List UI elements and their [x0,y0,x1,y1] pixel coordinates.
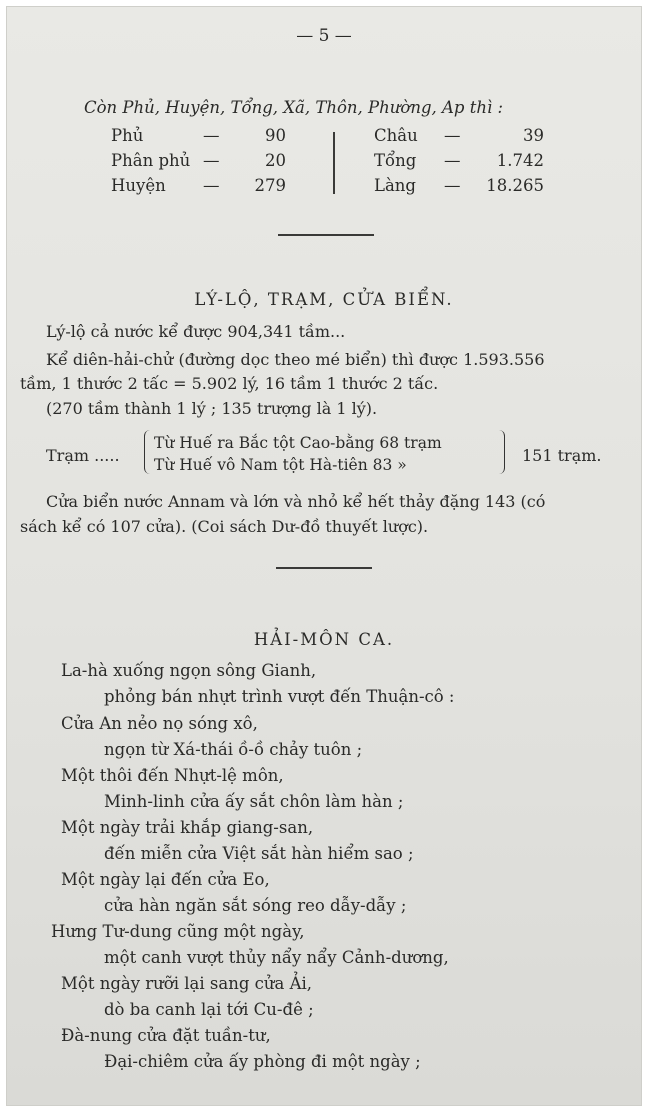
poem-line: cửa hàn ngăn sắt sóng reo dẫy-dẫy ; [104,896,407,915]
stat-dash: — [203,126,220,145]
stat-value: 1.742 [496,151,544,170]
stat-row [374,151,544,176]
tram-route: Từ Huế vô Nam tột Hà-tiên 83 » [154,456,407,474]
book-page [6,6,642,1106]
poem-line: một canh vượt thủy nẩy nẩy Cảnh-dương, [104,948,449,967]
right-brace [498,430,505,474]
section-divider [276,567,372,569]
stats-intro: Còn Phủ, Huyện, Tổng, Xã, Thôn, Phường, Ap thì : [84,98,504,117]
poem-line: Một thôi đến Nhựt-lệ môn, [61,766,284,785]
poem-line: ngọn từ Xá-thái ồ-ồ chảy tuôn ; [104,740,363,759]
stat-row [111,126,286,151]
poem-line: Hưng Tư-dung cũng một ngày, [51,922,305,941]
poem-line: Một ngày trải khắp giang-san, [61,818,314,837]
stat-value: 18.265 [486,176,544,195]
stats-column-divider [333,132,335,194]
section-divider [278,234,374,236]
stat-value: 39 [523,126,544,145]
tram-label: Trạm ..... [46,446,120,465]
left-brace [144,430,151,474]
stats-right-column [374,126,544,201]
stat-row [111,151,286,176]
poem-line: đến miễn cửa Việt sắt hàn hiểm sao ; [104,844,414,863]
stat-name: Làng [374,176,416,195]
poem-line: Một ngày rưỡi lại sang cửa Ải, [61,974,313,993]
tram-total: 151 trạm. [522,446,602,465]
stat-row [374,176,544,201]
body-line: tầm, 1 thước 2 tấc = 5.902 lý, 16 tầm 1 thước 2 tấc. [20,374,439,393]
body-line: sách kể có 107 cửa). (Coi sách Dư-đồ thuyết lược). [20,517,429,536]
stat-value: 279 [254,176,286,195]
stat-row [111,176,286,201]
body-line: Cửa biển nước Annam và lớn và nhỏ kể hết thảy đặng 143 (có [46,492,546,511]
stat-name: Phân phủ [111,151,191,170]
stat-row [374,126,544,151]
body-line: Lý-lộ cả nước kể được 904,341 tầm... [46,322,346,341]
poem-line: Cửa An nẻo nọ sóng xô, [61,714,258,733]
stats-left-column [111,126,286,201]
poem-line: Một ngày lại đến cửa Eo, [61,870,270,889]
section-title: LÝ-LỘ, TRẠM, CỬA BIỂN. [194,290,454,309]
stat-name: Tổng [374,151,417,170]
stat-dash: — [444,126,461,145]
body-line: Kể diên-hải-chử (đường dọc theo mé biển) thì được 1.593.556 [46,350,545,369]
stat-dash: — [444,176,461,195]
stat-dash: — [203,151,220,170]
stat-value: 90 [265,126,286,145]
poem-line: Đại-chiêm cửa ấy phòng đi một ngày ; [104,1052,421,1071]
stat-dash: — [444,151,461,170]
stat-value: 20 [265,151,286,170]
body-line: (270 tầm thành 1 lý ; 135 trượng là 1 lý). [46,399,378,418]
poem-line: Đà-nung cửa đặt tuần-tư, [61,1026,271,1045]
page-number: — 5 — [296,26,352,46]
poem-line: dò ba canh lại tới Cu-đê ; [104,1000,314,1019]
stat-name: Phủ [111,126,144,145]
tram-routes [154,432,442,476]
poem-line: La-hà xuống ngọn sông Gianh, [61,661,317,680]
stat-name: Châu [374,126,418,145]
stat-dash: — [203,176,220,195]
poem-line: phỏng bán nhựt trình vượt đến Thuận-cô : [104,687,455,706]
tram-route: Từ Huế ra Bắc tột Cao-bằng 68 trạm [154,434,442,452]
section-title: HẢI-MÔN CA. [253,630,395,649]
stat-name: Huyện [111,176,166,195]
poem-line: Minh-linh cửa ấy sắt chôn làm hàn ; [104,792,404,811]
